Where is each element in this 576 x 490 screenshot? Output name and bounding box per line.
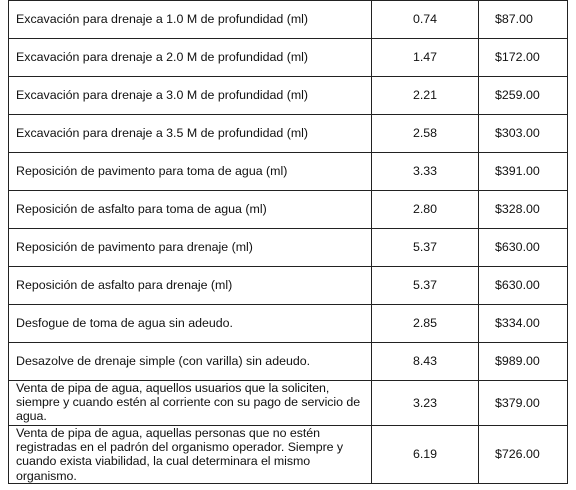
row-price: $989.00: [479, 343, 568, 381]
row-description: Excavación para drenaje a 3.0 M de profundidad (ml): [9, 77, 372, 115]
row-description: Excavación para drenaje a 3.5 M de profundidad (ml): [9, 115, 372, 153]
row-price: $379.00: [479, 381, 568, 426]
row-description: Reposición de asfalto para drenaje (ml): [9, 267, 372, 305]
row-description: Reposición de pavimento para toma de agua (ml): [9, 153, 372, 191]
row-price: $328.00: [479, 191, 568, 229]
table-row: [9, 343, 568, 381]
row-factor: 8.43: [372, 343, 479, 381]
row-description: Excavación para drenaje a 2.0 M de profundidad (ml): [9, 39, 372, 77]
table-row: [9, 267, 568, 305]
row-price: $259.00: [479, 77, 568, 115]
row-price: $87.00: [479, 1, 568, 39]
row-price: $630.00: [479, 267, 568, 305]
table-row: [9, 39, 568, 77]
row-factor: 5.37: [372, 267, 479, 305]
table-row: [9, 381, 568, 426]
row-description: Desazolve de drenaje simple (con varilla) sin adeudo.: [9, 343, 372, 381]
row-price: $334.00: [479, 305, 568, 343]
row-description: Reposición de asfalto para toma de agua (ml): [9, 191, 372, 229]
table-row: [9, 77, 568, 115]
row-factor: 3.33: [372, 153, 479, 191]
row-factor: 3.23: [372, 381, 479, 426]
fee-table-container: [8, 0, 567, 484]
row-factor: 5.37: [372, 229, 479, 267]
table-row: [9, 426, 568, 484]
row-price: $172.00: [479, 39, 568, 77]
row-description: Desfogue de toma de agua sin adeudo.: [9, 305, 372, 343]
row-factor: 0.74: [372, 1, 479, 39]
row-description: Venta de pipa de agua, aquellos usuarios que la soliciten, siempre y cuando estén al corriente con su pago de servicio de agua.: [9, 381, 372, 426]
row-factor: 2.58: [372, 115, 479, 153]
row-factor: 1.47: [372, 39, 479, 77]
table-row: [9, 229, 568, 267]
fee-table: [8, 0, 568, 484]
row-price: $630.00: [479, 229, 568, 267]
row-factor: 2.21: [372, 77, 479, 115]
table-row: [9, 153, 568, 191]
row-price: $303.00: [479, 115, 568, 153]
row-factor: 6.19: [372, 426, 479, 484]
row-price: $391.00: [479, 153, 568, 191]
table-row: [9, 191, 568, 229]
row-description: Venta de pipa de agua, aquellas personas que no estén registradas en el padrón del organismo operador. Siempre y cuando exista viabilidad, la cual determinara el mismo organismo.: [9, 426, 372, 484]
row-price: $726.00: [479, 426, 568, 484]
table-row: [9, 1, 568, 39]
table-row: [9, 305, 568, 343]
row-factor: 2.80: [372, 191, 479, 229]
table-row: [9, 115, 568, 153]
row-factor: 2.85: [372, 305, 479, 343]
row-description: Excavación para drenaje a 1.0 M de profundidad (ml): [9, 1, 372, 39]
row-description: Reposición de pavimento para drenaje (ml): [9, 229, 372, 267]
